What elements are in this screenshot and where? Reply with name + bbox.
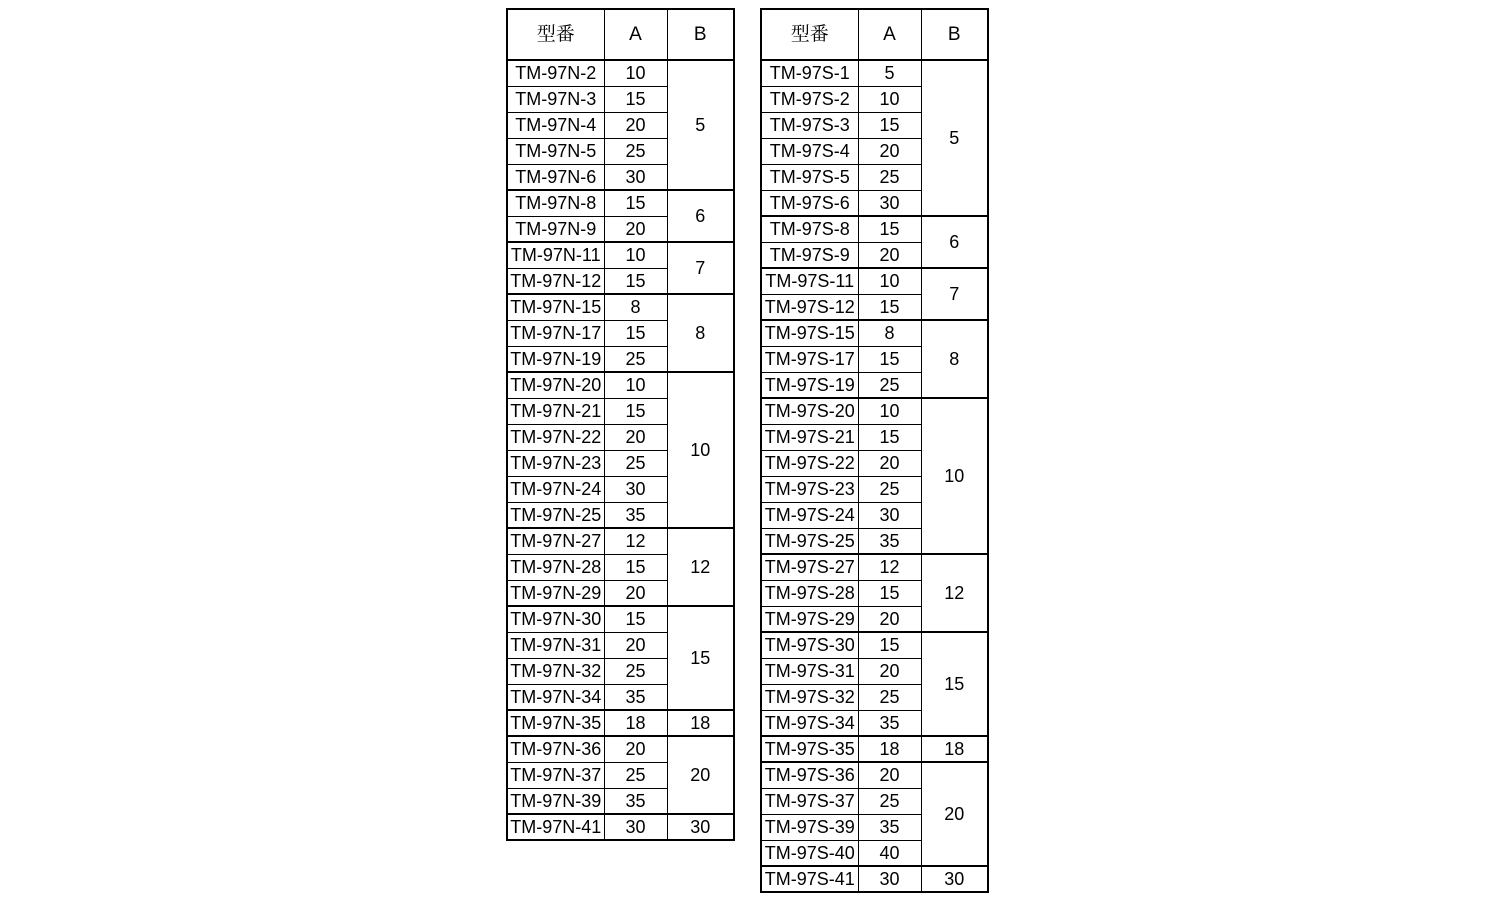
table-row [761,736,988,762]
spec-table-tm97n [506,8,735,841]
model-cell: TM-97S-32 [761,684,858,710]
model-cell: TM-97N-30 [507,606,604,632]
model-cell: TM-97N-28 [507,554,604,580]
table-row [507,814,734,840]
model-cell: TM-97S-19 [761,372,858,398]
b-value-cell: 8 [667,294,734,372]
a-value-cell: 25 [604,450,667,476]
b-value-cell: 20 [667,736,734,814]
table-row [507,294,734,320]
model-cell: TM-97S-1 [761,60,858,86]
a-value-cell: 25 [604,762,667,788]
a-value-cell: 35 [858,528,921,554]
model-cell: TM-97S-12 [761,294,858,320]
a-value-cell: 30 [604,476,667,502]
model-cell: TM-97S-22 [761,450,858,476]
model-cell: TM-97N-24 [507,476,604,502]
table-row [761,762,988,788]
table-body [761,60,988,892]
b-value-cell: 12 [667,528,734,606]
a-value-cell: 25 [858,476,921,502]
model-cell: TM-97S-11 [761,268,858,294]
a-value-cell: 25 [858,684,921,710]
model-cell: TM-97N-21 [507,398,604,424]
a-value-cell: 15 [604,606,667,632]
model-cell: TM-97S-31 [761,658,858,684]
model-cell: TM-97S-17 [761,346,858,372]
table-row [761,398,988,424]
model-cell: TM-97N-3 [507,86,604,112]
model-cell: TM-97S-2 [761,86,858,112]
a-value-cell: 15 [858,424,921,450]
a-value-cell: 25 [858,788,921,814]
a-value-cell: 10 [858,86,921,112]
b-value-cell: 15 [667,606,734,710]
model-cell: TM-97S-41 [761,866,858,892]
model-cell: TM-97N-9 [507,216,604,242]
a-value-cell: 15 [604,86,667,112]
a-value-cell: 30 [604,164,667,190]
model-cell: TM-97N-8 [507,190,604,216]
model-cell: TM-97N-31 [507,632,604,658]
a-value-cell: 20 [604,632,667,658]
model-cell: TM-97S-6 [761,190,858,216]
model-cell: TM-97N-15 [507,294,604,320]
model-cell: TM-97N-25 [507,502,604,528]
table-row [761,320,988,346]
a-value-cell: 15 [858,346,921,372]
b-value-cell: 6 [921,216,988,268]
b-value-cell: 18 [667,710,734,736]
model-cell: TM-97S-37 [761,788,858,814]
a-value-cell: 15 [858,294,921,320]
model-cell: TM-97N-11 [507,242,604,268]
b-value-cell: 20 [921,762,988,866]
model-cell: TM-97S-27 [761,554,858,580]
a-value-cell: 15 [858,632,921,658]
a-value-cell: 30 [858,866,921,892]
model-cell: TM-97N-23 [507,450,604,476]
a-value-cell: 10 [858,398,921,424]
a-value-cell: 10 [604,372,667,398]
model-cell: TM-97S-15 [761,320,858,346]
model-cell: TM-97N-34 [507,684,604,710]
model-cell: TM-97N-17 [507,320,604,346]
model-cell: TM-97S-25 [761,528,858,554]
table-row [761,60,988,86]
a-value-cell: 20 [858,606,921,632]
model-cell: TM-97S-3 [761,112,858,138]
a-value-cell: 18 [858,736,921,762]
b-value-cell: 5 [921,60,988,216]
model-cell: TM-97S-9 [761,242,858,268]
model-cell: TM-97S-20 [761,398,858,424]
b-value-cell: 7 [921,268,988,320]
a-value-cell: 30 [858,502,921,528]
model-cell: TM-97S-36 [761,762,858,788]
table-body [507,60,734,840]
column-header-model: 型番 [507,9,604,60]
a-value-cell: 20 [604,736,667,762]
table-row [761,632,988,658]
a-value-cell: 8 [604,294,667,320]
model-cell: TM-97N-41 [507,814,604,840]
model-cell: TM-97S-28 [761,580,858,606]
a-value-cell: 20 [858,450,921,476]
table-header [761,9,988,60]
model-cell: TM-97N-37 [507,762,604,788]
table-row [507,710,734,736]
a-value-cell: 18 [604,710,667,736]
a-value-cell: 35 [604,502,667,528]
spec-table-tm97s [760,8,989,893]
b-value-cell: 10 [667,372,734,528]
b-value-cell: 18 [921,736,988,762]
model-cell: TM-97S-35 [761,736,858,762]
table-row [507,606,734,632]
column-header-model: 型番 [761,9,858,60]
column-header-b: B [921,9,988,60]
table-row [507,60,734,86]
a-value-cell: 15 [858,216,921,242]
model-cell: TM-97N-19 [507,346,604,372]
model-cell: TM-97N-12 [507,268,604,294]
model-cell: TM-97S-8 [761,216,858,242]
a-value-cell: 15 [604,320,667,346]
a-value-cell: 10 [604,60,667,86]
b-value-cell: 12 [921,554,988,632]
a-value-cell: 20 [858,762,921,788]
a-value-cell: 25 [858,164,921,190]
table-row [507,736,734,762]
a-value-cell: 15 [604,398,667,424]
a-value-cell: 12 [604,528,667,554]
a-value-cell: 25 [604,658,667,684]
column-header-a: A [604,9,667,60]
table-row [761,554,988,580]
a-value-cell: 15 [604,190,667,216]
model-cell: TM-97N-2 [507,60,604,86]
a-value-cell: 35 [858,710,921,736]
table-row [761,866,988,892]
column-header-b: B [667,9,734,60]
a-value-cell: 35 [604,788,667,814]
b-value-cell: 8 [921,320,988,398]
model-cell: TM-97N-32 [507,658,604,684]
table-row [507,190,734,216]
a-value-cell: 15 [858,580,921,606]
model-cell: TM-97N-27 [507,528,604,554]
a-value-cell: 25 [604,138,667,164]
b-value-cell: 30 [667,814,734,840]
table-row [507,528,734,554]
model-cell: TM-97S-34 [761,710,858,736]
a-value-cell: 20 [604,580,667,606]
model-cell: TM-97S-24 [761,502,858,528]
model-cell: TM-97S-40 [761,840,858,866]
model-cell: TM-97S-23 [761,476,858,502]
a-value-cell: 35 [604,684,667,710]
a-value-cell: 5 [858,60,921,86]
table-row [761,216,988,242]
b-value-cell: 6 [667,190,734,242]
b-value-cell: 15 [921,632,988,736]
a-value-cell: 20 [604,424,667,450]
a-value-cell: 8 [858,320,921,346]
model-cell: TM-97N-35 [507,710,604,736]
a-value-cell: 15 [604,268,667,294]
a-value-cell: 12 [858,554,921,580]
column-header-a: A [858,9,921,60]
a-value-cell: 20 [858,242,921,268]
a-value-cell: 15 [858,112,921,138]
table-row [761,268,988,294]
a-value-cell: 25 [604,346,667,372]
model-cell: TM-97N-20 [507,372,604,398]
a-value-cell: 10 [604,242,667,268]
b-value-cell: 5 [667,60,734,190]
a-value-cell: 15 [604,554,667,580]
model-cell: TM-97N-39 [507,788,604,814]
a-value-cell: 20 [858,658,921,684]
model-cell: TM-97N-36 [507,736,604,762]
a-value-cell: 40 [858,840,921,866]
model-cell: TM-97N-6 [507,164,604,190]
model-cell: TM-97S-21 [761,424,858,450]
model-cell: TM-97S-4 [761,138,858,164]
a-value-cell: 20 [604,216,667,242]
model-cell: TM-97N-5 [507,138,604,164]
table-header [507,9,734,60]
b-value-cell: 30 [921,866,988,892]
model-cell: TM-97N-4 [507,112,604,138]
a-value-cell: 20 [604,112,667,138]
table-row [507,242,734,268]
a-value-cell: 30 [858,190,921,216]
a-value-cell: 25 [858,372,921,398]
a-value-cell: 35 [858,814,921,840]
model-cell: TM-97N-22 [507,424,604,450]
model-cell: TM-97S-30 [761,632,858,658]
b-value-cell: 10 [921,398,988,554]
a-value-cell: 30 [604,814,667,840]
a-value-cell: 10 [858,268,921,294]
model-cell: TM-97S-39 [761,814,858,840]
b-value-cell: 7 [667,242,734,294]
model-cell: TM-97S-29 [761,606,858,632]
table-row [507,372,734,398]
a-value-cell: 20 [858,138,921,164]
model-cell: TM-97N-29 [507,580,604,606]
model-cell: TM-97S-5 [761,164,858,190]
